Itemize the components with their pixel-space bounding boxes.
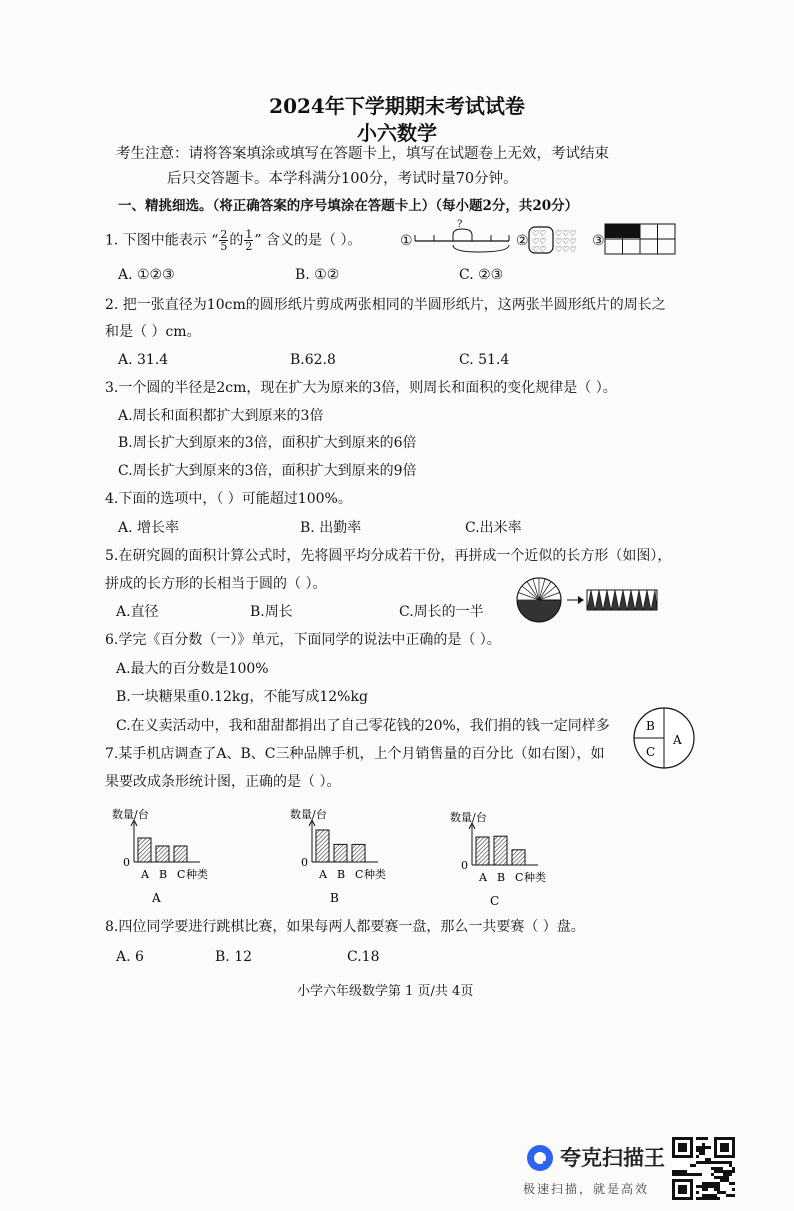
chart-A-tick-C: C (177, 868, 186, 881)
q1-fig3-grid-diagram (604, 223, 676, 255)
svg-text:♡♡♡: ♡♡♡ (555, 237, 577, 246)
section-1-heading: 一、精挑细选。（将正确答案的序号填涂在答题卡上）（每小题2分，共20分） (118, 198, 579, 214)
chart-C-tick-B: B (497, 871, 506, 884)
q6-option-b: B.一块糖果重0.12kg，不能写成12%kg (116, 689, 368, 705)
pie-label-c: C (646, 745, 656, 759)
qr-code-icon (672, 1137, 736, 1201)
page-footer: 小学六年级数学第 1 页/共 4页 (297, 984, 474, 999)
exam-subtitle: 小六数学 (357, 121, 437, 145)
chart-A-zero: 0 (123, 856, 130, 869)
chart-B-zero: 0 (301, 856, 308, 869)
q1-stem (105, 229, 361, 252)
q5-line-1: 5.在研究圆的面积计算公式时，先将圆平均分成若干份，再拼成一个近似的长方形（如图）， (105, 548, 672, 564)
q7-line-2: 果要改成条形统计图，正确的是（ ）。 (105, 774, 341, 790)
q5-circle-to-rectangle-diagram (515, 576, 660, 624)
q3-option-b: B.周长扩大到原来的3倍，面积扩大到原来的6倍 (118, 435, 417, 451)
q6-stem: 6.学完《百分数（一）》单元，下面同学的说法中正确的是（ ）。 (105, 632, 501, 648)
chart-B-bar-C (352, 844, 365, 862)
chart-A-bar-B (156, 846, 169, 862)
q1-stem-pre: 1. 下图中能表示 “ (105, 232, 219, 249)
q1-fraction-1: $\frac{2}{5}$ (220, 228, 228, 253)
pie-label-a: A (673, 733, 682, 747)
chart-C-ylabel: 数量/台 (450, 811, 487, 824)
q7-pie-diagram (632, 706, 696, 770)
pie-label-b: B (646, 719, 655, 733)
notice-line-2: 后只交答题卡。本学科满分100分，考试时量70分钟。 (167, 171, 518, 187)
q4-option-c: C.出米率 (465, 520, 522, 536)
q1-stem-mid: 的 (229, 232, 244, 249)
q2-option-a: A. 31.4 (118, 352, 169, 368)
svg-text:♡♡: ♡♡ (532, 229, 547, 238)
q7-bar-chart-b (290, 800, 440, 910)
chart-C-bar-A (476, 837, 489, 865)
q5-option-a: A.直径 (116, 604, 159, 620)
chart-B-tick-A: A (319, 868, 327, 881)
chart-A-tick-A: A (141, 868, 149, 881)
notice-line-1: 考生注意：请将答案填涂或填写在答题卡上，填写在试题卷上无效，考试结束 (116, 146, 609, 162)
q1-option-c: C. ②③ (459, 267, 504, 283)
chart-C-xlabel: 种类 (524, 871, 546, 884)
chart-C-bar-B (494, 836, 507, 865)
q8-option-a: A. 6 (116, 949, 144, 965)
q3-stem: 3.一个圆的半径是2cm，现在扩大为原来的3倍，则周长和面积的变化规律是（ ）。 (105, 380, 617, 396)
q1-fig1-label: ① (400, 233, 413, 249)
q3-option-c: C.周长扩大到原来的3倍，面积扩大到原来的9倍 (118, 463, 417, 479)
chart-B-bar-B (334, 844, 347, 862)
chart-B-ylabel: 数量/台 (290, 808, 327, 821)
quark-scanner-logo-icon (525, 1143, 555, 1173)
q4-option-a: A. 增长率 (118, 520, 180, 536)
q8-option-c: C.18 (347, 949, 380, 965)
q5-line-2: 拼成的长方形的长相当于圆的（ ）。 (105, 576, 327, 592)
q1-fraction-2: $\frac{1}{2}$ (245, 228, 253, 253)
q1-fig2-label: ② (516, 233, 529, 249)
q1-fig1-segment-diagram (412, 225, 512, 255)
q5-option-b: B.周长 (250, 604, 293, 620)
q2-option-b: B.62.8 (290, 352, 336, 368)
q2-option-c: C. 51.4 (459, 352, 510, 368)
chart-B-option-label: B (330, 891, 339, 905)
chart-C-zero: 0 (461, 859, 468, 872)
q1-fig2-hearts-diagram (528, 226, 588, 254)
chart-A-option-label: A (152, 891, 161, 905)
chart-A-ylabel: 数量/台 (112, 808, 149, 821)
chart-B-tick-C: C (355, 868, 364, 881)
chart-A-bar-C (174, 846, 187, 862)
q4-stem: 4.下面的选项中，（ ）可能超过100%。 (105, 491, 352, 507)
q6-option-c: C.在义卖活动中，我和甜甜都捐出了自己零花钱的20%，我们捐的钱一定同样多 (116, 718, 610, 734)
q3-option-a: A.周长和面积都扩大到原来的3倍 (118, 408, 324, 424)
watermark-brand: 夸克扫描王 (560, 1146, 665, 1170)
q7-line-1: 7.某手机店调查了A、B、C三种品牌手机，上个月销售量的百分比（如右图），如 (105, 746, 605, 762)
q1-stem-post: ” 含义的是（ ）。 (254, 232, 362, 249)
chart-A-bar-A (138, 838, 151, 862)
q2-line-2: 和是（ ）cm。 (105, 324, 201, 340)
svg-text:♡♡: ♡♡ (532, 237, 547, 246)
q1-option-a: A. ①②③ (118, 267, 175, 283)
q1-fig3-label: ③ (592, 233, 605, 249)
q5-option-c: C.周长的一半 (399, 604, 484, 620)
chart-C-option-label: C (490, 894, 500, 908)
chart-C-bar-C (512, 850, 525, 865)
exam-title: 2024年下学期期末考试试卷 (269, 94, 525, 118)
q1-fig1-question-mark: ? (457, 219, 463, 230)
q8-option-b: B. 12 (215, 949, 253, 965)
chart-B-xlabel: 种类 (364, 868, 386, 881)
q1-option-b: B. ①② (295, 267, 340, 283)
chart-B-tick-B: B (337, 868, 346, 881)
q2-line-1: 2. 把一张直径为10cm的圆形纸片剪成两张相同的半圆形纸片，这两张半圆形纸片的周长之 (105, 297, 666, 313)
q4-option-b: B. 出勤率 (300, 520, 362, 536)
q7-bar-chart-c (450, 803, 600, 913)
svg-text:♡♡: ♡♡ (532, 245, 547, 254)
chart-B-bar-A (316, 830, 329, 862)
chart-C-tick-A: A (479, 871, 487, 884)
svg-text:♡♡♡: ♡♡♡ (555, 245, 577, 254)
q7-bar-chart-a (112, 800, 252, 910)
q6-option-a: A.最大的百分数是100% (116, 661, 269, 677)
chart-A-xlabel: 种类 (186, 868, 208, 881)
watermark-slogan: 极速扫描，就是高效 (523, 1182, 650, 1196)
q8-stem: 8.四位同学要进行跳棋比赛，如果每两人都要赛一盘，那么一共要赛（ ）盘。 (105, 919, 585, 935)
svg-text:♡♡♡: ♡♡♡ (555, 229, 577, 238)
chart-C-tick-C: C (515, 871, 524, 884)
chart-A-tick-B: B (159, 868, 168, 881)
